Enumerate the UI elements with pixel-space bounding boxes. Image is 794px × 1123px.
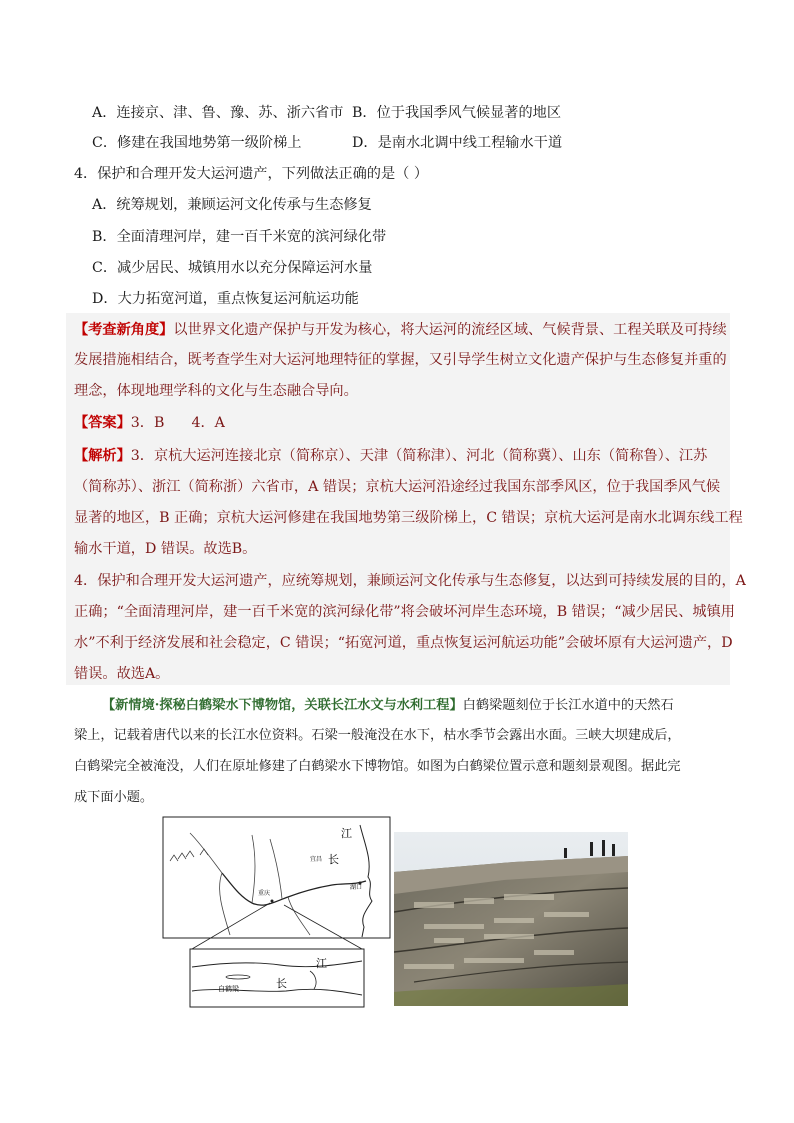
q4-stem: 4．保护和合理开发大运河遗产，下列做法正确的是（ ） — [74, 166, 429, 182]
answer-text: 3．B 4．A — [130, 415, 225, 431]
city-dot — [271, 900, 274, 903]
scenario-line-1 — [102, 696, 674, 716]
map-label-wuhan: 湖口 — [350, 884, 363, 891]
q3-option-d: D．是南水北调中线工程输水干道 — [352, 135, 563, 151]
scenario-line-2: 梁上，记载着唐代以来的长江水位资料。石梁一般淹没在水下，枯水季节会露出水面。三峡大坝建成后， — [74, 728, 681, 743]
map-frame — [163, 817, 390, 938]
map-label-chang: 长 — [328, 853, 339, 866]
q4-option-c: C．减少居民、城镇用水以充分保障运河水量 — [92, 260, 373, 276]
angle-tag: 【考查新角度】 — [74, 322, 174, 338]
inset-label-jiang: 江 — [316, 957, 327, 970]
angle-line-1 — [74, 320, 727, 340]
explain-line-6: 正确；“全面清理河岸，建一百千米宽的滨河绿化带”将会破坏河岸生态环境，B 错误；“减少居民、城镇用 — [74, 604, 735, 620]
scenario-tag: 【新情境·探秘白鹤梁水下博物馆，关联长江水文与水利工程】 — [102, 698, 463, 713]
map-label-yichang: 宜昌 — [310, 856, 323, 863]
q4-option-b: B．全面清理河岸，建一百千米宽的滨河绿化带 — [92, 229, 387, 245]
angle-text: 以世界文化遗产保护与开发为核心，将大运河的流经区域、气候背景、工程关联及可持续 — [173, 322, 727, 338]
explain-line-7: 水”不利于经济发展和社会稳定，C 错误；“拓宽河道，重点恢复运河航运功能”会破坏原有大运河遗产，D — [74, 635, 733, 651]
explain-line-1 — [74, 446, 707, 466]
q4-option-d: D．大力拓宽河道，重点恢复运河航运功能 — [92, 291, 359, 307]
angle-line-3: 理念，体现地理学科的文化与生态融合导向。 — [74, 383, 358, 399]
q3-option-c: C．修建在我国地势第一级阶梯上 — [92, 135, 302, 151]
inset-label-baiheliang: 白鹤梁 — [218, 985, 239, 993]
city-dot — [359, 882, 362, 885]
map-label-jiang: 江 — [341, 827, 352, 840]
explain-line-3: 显著的地区，B 正确；京杭大运河修建在我国地势第三级阶梯上，C 错误；京杭大运河是南水北调东线工程 — [74, 510, 743, 526]
explain-line-8: 错误。故选A。 — [74, 666, 170, 682]
answer-line — [74, 413, 225, 433]
explain-line-5: 4．保护和合理开发大运河遗产，应统筹规划，兼顾运河文化传承与生态修复，以达到可持续发展的目的，A — [74, 573, 746, 589]
q4-option-a: A．统筹规划，兼顾运河文化传承与生态修复 — [92, 197, 372, 213]
angle-line-2: 发展措施相结合，既考查学生对大运河地理特征的掌握，又引导学生树立文化遗产保护与生态修复并重的 — [74, 352, 727, 368]
q3-option-a: A．连接京、津、鲁、豫、苏、浙六省市 — [92, 105, 344, 121]
location-map — [160, 815, 394, 1009]
inscription-photo — [394, 832, 628, 1006]
explain-line-2: （简称苏）、浙江（简称浙）六省市，A 错误；京杭大运河沿途经过我国东部季风区，位于我国季风气候 — [74, 479, 721, 495]
answer-tag: 【答案】 — [74, 415, 131, 431]
inset-label-chang: 长 — [276, 977, 287, 990]
explain-tag: 【解析】 — [74, 448, 131, 464]
explain-text-1: 3．京杭大运河连接北京（简称京）、天津（简称津）、河北（简称冀）、山东（简称鲁）、江苏 — [130, 448, 708, 464]
map-label-chongqing: 重庆 — [258, 890, 271, 897]
scenario-first-text: 白鹤梁题刻位于长江水道中的天然石 — [462, 698, 674, 713]
q3-option-b: B．位于我国季风气候显著的地区 — [352, 105, 562, 121]
scenario-line-3: 白鹤梁完全被淹没，人们在原址修建了白鹤梁水下博物馆。如图为白鹤梁位置示意和题刻景观图。据此完 — [74, 759, 681, 774]
scenario-line-4: 成下面小题。 — [74, 790, 154, 805]
explain-line-4: 输水干道，D 错误。故选B。 — [74, 541, 257, 557]
